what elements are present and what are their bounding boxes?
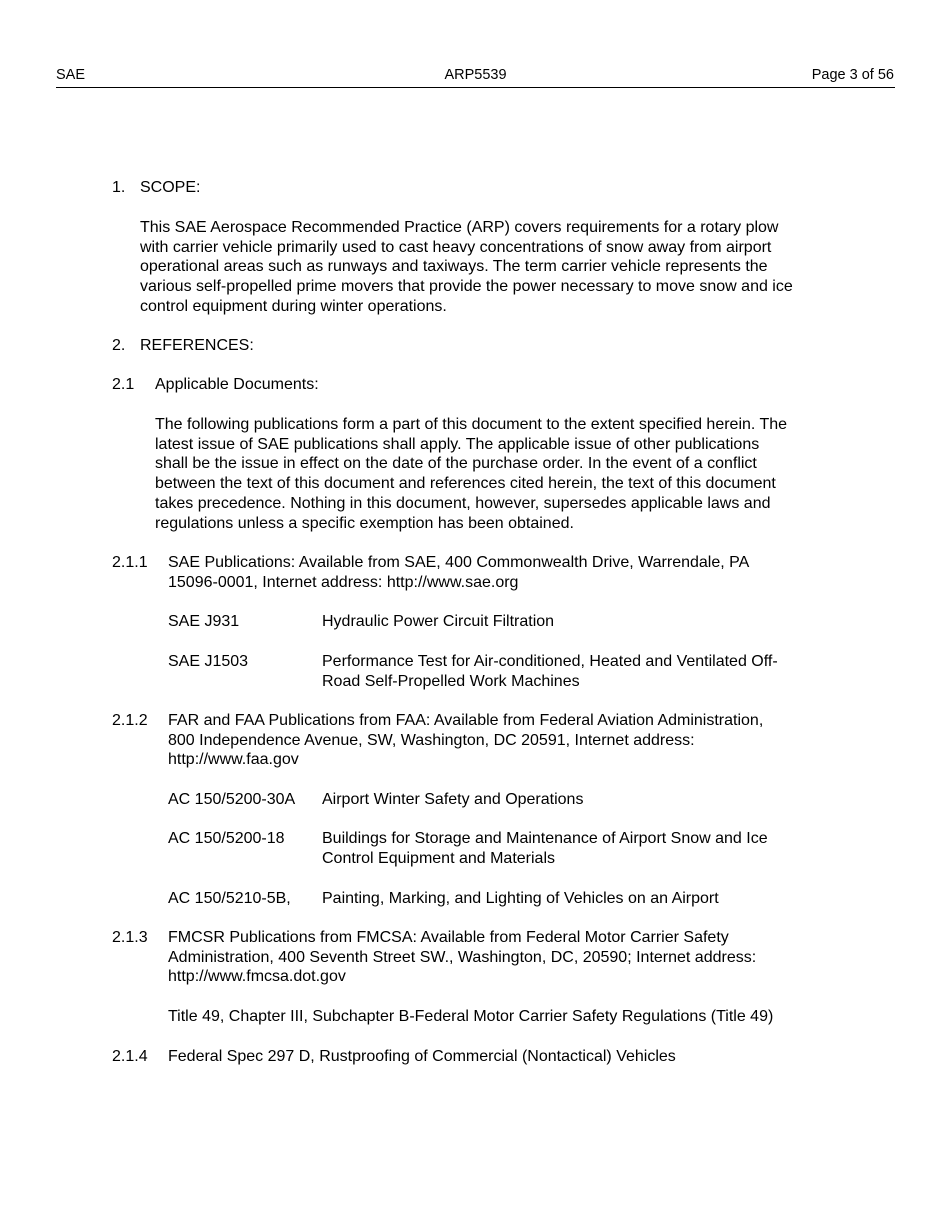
paragraph-line: between the text of this document and references cited herein, the text of this document — [155, 475, 776, 493]
reference-title-line: Painting, Marking, and Lighting of Vehicles on an Airport — [322, 890, 719, 907]
paragraph-line: various self-propelled prime movers that provide the power necessary to move snow and ice — [140, 278, 793, 296]
section-2-number: 2. — [112, 337, 126, 354]
section-2-1-4-text: Federal Spec 297 D, Rustproofing of Commercial (Nontactical) Vehicles — [168, 1048, 676, 1065]
reference-title-line: Control Equipment and Materials — [322, 849, 556, 867]
paragraph-line: Administration, 400 Seventh Street SW., Washington, DC, 20590; Internet address: — [168, 948, 757, 966]
section-2-heading: REFERENCES: — [140, 337, 254, 354]
paragraph-line: operational areas such as runways and taxiways. The term carrier vehicle represents the — [140, 258, 768, 276]
reference-title — [322, 652, 832, 691]
section-1-paragraph — [140, 218, 850, 317]
reference-title — [322, 889, 832, 909]
reference-code: AC 150/5200-30A — [168, 791, 296, 808]
section-2-1-3-regulation: Title 49, Chapter III, Subchapter B-Federal Motor Carrier Safety Regulations (Title 49) — [168, 1008, 774, 1025]
section-2-1-2-text — [168, 711, 848, 770]
paragraph-line: control equipment during winter operations. — [140, 297, 447, 315]
paragraph-line: shall be the issue in effect on the date of the purchase order. In the event of a conflict — [155, 455, 757, 473]
paragraph-line: takes precedence. Nothing in this document, however, supersedes applicable laws and — [155, 494, 771, 512]
paragraph-line: FAR and FAA Publications from FAA: Available from Federal Aviation Administration, — [168, 712, 764, 729]
paragraph-line: The following publications form a part of this document to the extent specified herein. The — [155, 416, 788, 433]
paragraph-line: FMCSR Publications from FMCSA: Available from Federal Motor Carrier Safety — [168, 929, 729, 946]
section-2-1-1-number: 2.1.1 — [112, 554, 148, 571]
paragraph-line: with carrier vehicle primarily used to cast heavy concentrations of snow away from airport — [140, 238, 772, 256]
reference-title-line: Hydraulic Power Circuit Filtration — [322, 613, 555, 630]
reference-title-line: Buildings for Storage and Maintenance of Airport Snow and Ice — [322, 830, 768, 847]
section-2-1-3-number: 2.1.3 — [112, 929, 148, 946]
reference-title — [322, 829, 832, 868]
reference-title-line: Airport Winter Safety and Operations — [322, 791, 584, 808]
header-organization: SAE — [56, 67, 86, 83]
section-2-1-number: 2.1 — [112, 376, 135, 393]
reference-code: SAE J931 — [168, 613, 240, 630]
reference-code: AC 150/5210-5B, — [168, 890, 291, 907]
paragraph-line: latest issue of SAE publications shall apply. The applicable issue of other publications — [155, 435, 760, 453]
reference-title-line: Road Self-Propelled Work Machines — [322, 672, 580, 690]
paragraph-line: This SAE Aerospace Recommended Practice (ARP) covers requirements for a rotary plow — [140, 219, 779, 236]
page-header — [56, 67, 895, 88]
paragraph-line: 15096-0001, Internet address: http://www.sae.org — [168, 573, 519, 591]
section-1-number: 1. — [112, 179, 126, 196]
section-2-1-1-text — [168, 553, 848, 592]
paragraph-line: http://www.faa.gov — [168, 751, 299, 769]
paragraph-line: SAE Publications: Available from SAE, 400 Commonwealth Drive, Warrendale, PA — [168, 554, 750, 571]
section-2-1-paragraph — [155, 415, 855, 533]
section-1-heading: SCOPE: — [140, 179, 201, 196]
header-page-number: Page 3 of 56 — [811, 67, 894, 83]
paragraph-line: regulations unless a specific exemption has been obtained. — [155, 514, 574, 532]
section-2-1-3-text — [168, 928, 848, 987]
reference-title — [322, 612, 832, 632]
reference-title — [322, 790, 832, 810]
paragraph-line: http://www.fmcsa.dot.gov — [168, 968, 346, 986]
section-2-1-heading: Applicable Documents: — [155, 376, 319, 393]
header-document-number: ARP5539 — [444, 67, 507, 83]
reference-title-line: Performance Test for Air-conditioned, Heated and Ventilated Off- — [322, 653, 778, 670]
reference-code: AC 150/5200-18 — [168, 830, 285, 847]
section-2-1-4-number: 2.1.4 — [112, 1048, 148, 1065]
paragraph-line: 800 Independence Avenue, SW, Washington, DC 20591, Internet address: — [168, 731, 695, 749]
section-2-1-2-number: 2.1.2 — [112, 712, 148, 729]
reference-code: SAE J1503 — [168, 653, 249, 670]
